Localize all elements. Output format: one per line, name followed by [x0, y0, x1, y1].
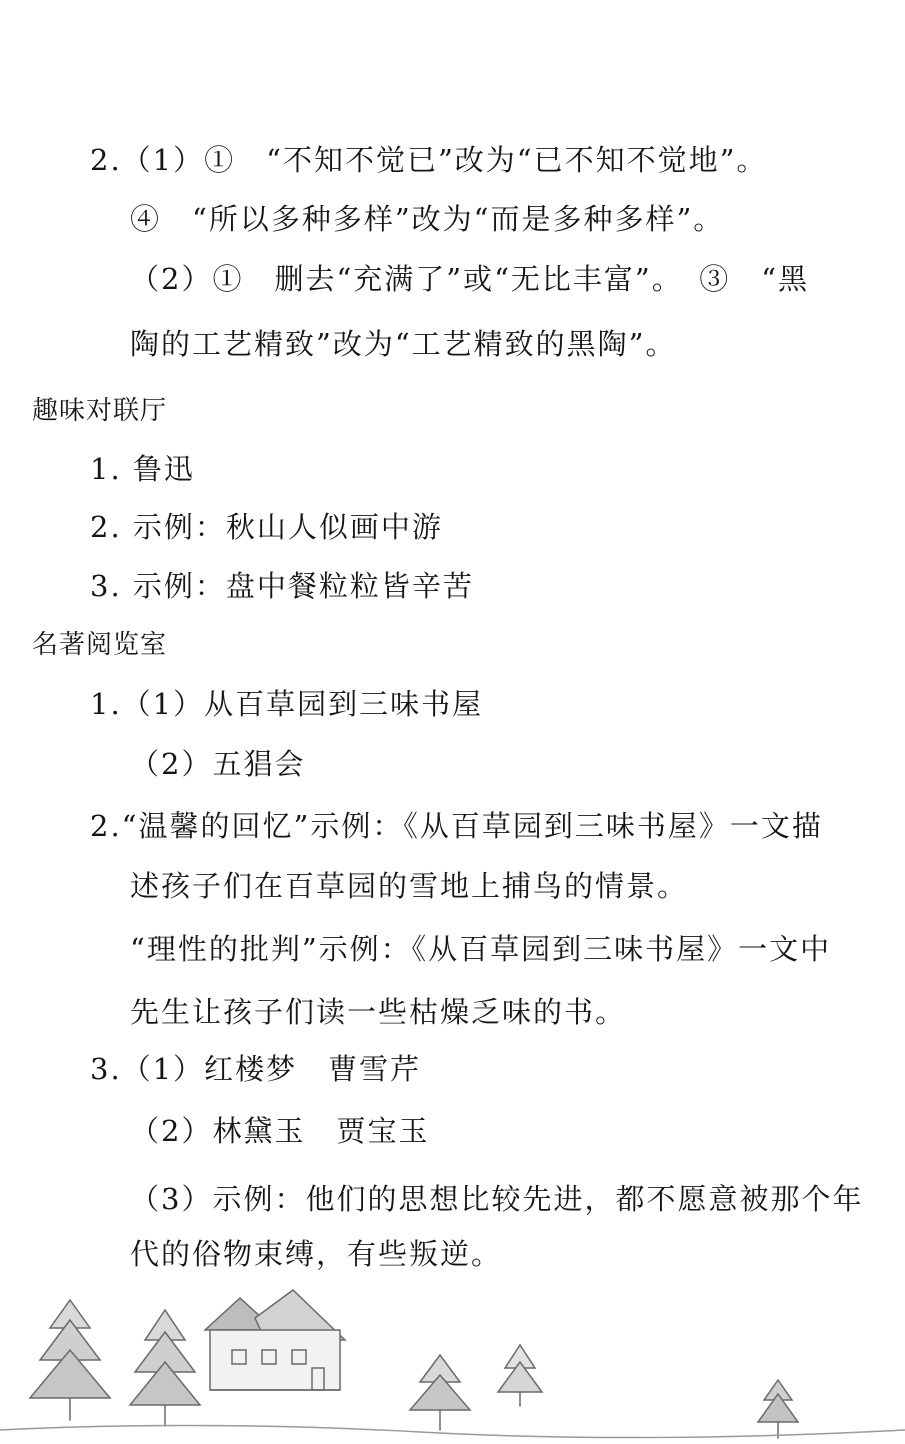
house-icon [205, 1290, 345, 1390]
classics-line-7: 3.（1）红楼梦 曹雪芹 [90, 1052, 422, 1086]
classics-line-9: （3）示例：他们的思想比较先进，都不愿意被那个年 [130, 1182, 864, 1216]
answer-2-1-line-2: ④ “所以多种多样”改为“而是多种多样”。 [130, 202, 725, 236]
classics-line-2: （2）五猖会 [130, 747, 306, 781]
pine-tree-icon [30, 1300, 110, 1420]
house-and-trees-illustration [0, 1280, 905, 1444]
classics-line-1: 1.（1）从百草园到三味书屋 [90, 687, 484, 721]
classics-line-8: （2）林黛玉 贾宝玉 [130, 1114, 430, 1148]
section-heading-couplets: 趣味对联厅 [32, 396, 168, 426]
pine-tree-icon [498, 1345, 542, 1406]
couplets-item-3: 3. 示例：盘中餐粒粒皆辛苦 [90, 569, 474, 603]
pine-tree-icon [410, 1355, 470, 1430]
answer-2-2-line-2: 陶的工艺精致”改为“工艺精致的黑陶”。 [130, 327, 677, 361]
classics-line-6: 先生让孩子们读一些枯燥乏味的书。 [130, 995, 627, 1029]
pine-tree-icon [758, 1380, 798, 1438]
answer-2-1-line-1: 2.（1）① “不知不觉已”改为“已不知不觉地”。 [90, 143, 768, 177]
classics-line-4: 述孩子们在百草园的雪地上捕鸟的情景。 [130, 869, 689, 903]
classics-line-10: 代的俗物束缚，有些叛逆。 [130, 1237, 503, 1271]
classics-line-3: 2.“温馨的回忆”示例：《从百草园到三味书屋》一文描 [90, 809, 823, 843]
classics-line-5: “理性的批判”示例：《从百草园到三味书屋》一文中 [130, 932, 832, 966]
pine-tree-icon [130, 1310, 200, 1426]
couplets-item-1: 1. 鲁迅 [90, 452, 195, 486]
couplets-item-2: 2. 示例：秋山人似画中游 [90, 510, 443, 544]
section-heading-classics: 名著阅览室 [32, 630, 168, 660]
answer-2-2-line-1: （2）① 删去“充满了”或“无比丰富”。 ③ “黑 [130, 262, 810, 296]
